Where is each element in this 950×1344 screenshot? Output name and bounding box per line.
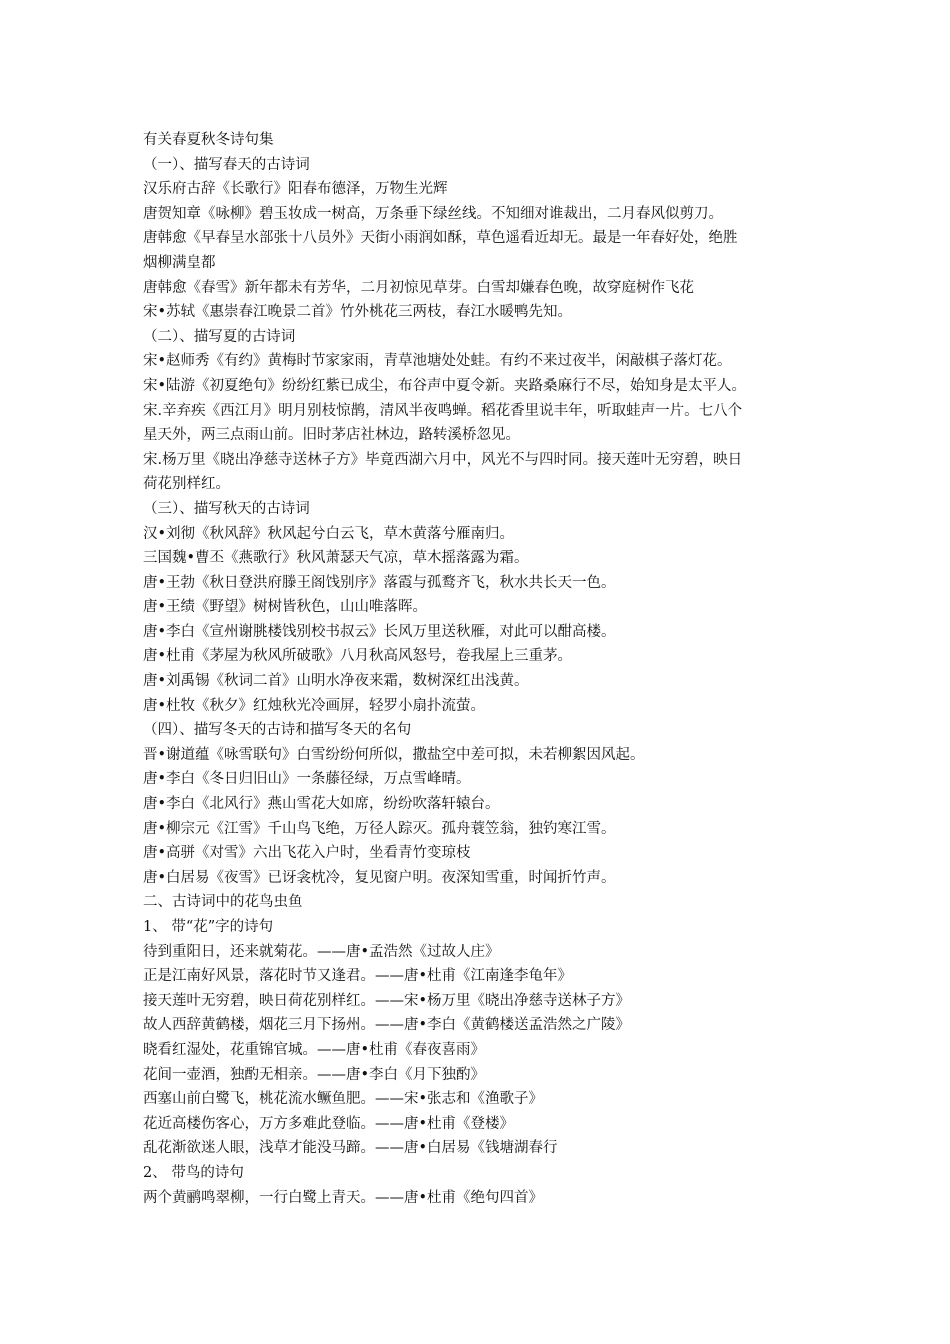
text-line: 2、 带鸟的诗句	[143, 1164, 244, 1181]
text-line: 唐•李白《冬日归旧山》一条藤径绿，万点雪峰晴。	[143, 771, 471, 788]
document-body	[143, 128, 815, 1210]
text-line: 烟柳满皇都	[143, 254, 216, 271]
text-line: 花近高楼伤客心，万方多难此登临。——唐•杜甫《登楼》	[143, 1115, 515, 1132]
text-line: 宋•陆游《初夏绝句》纷纷红紫已成尘，布谷声中夏令新。夹路桑麻行不尽，始知身是太平人。	[143, 377, 747, 394]
text-line: 乱花渐欲迷人眼，浅草才能没马蹄。——唐•白居易《钱塘湖春行	[143, 1140, 558, 1157]
text-line: （四）、描写冬天的古诗和描写冬天的名句	[143, 722, 412, 739]
text-line: 两个黄鹂鸣翠柳，一行白鹭上青天。——唐•杜甫《绝句四首》	[143, 1189, 544, 1206]
text-line: 汉•刘彻《秋风辞》秋风起兮白云飞，草木黄落兮雁南归。	[143, 525, 515, 542]
text-line: 唐•杜甫《茅屋为秋风所破歌》八月秋高风怒号，卷我屋上三重茅。	[143, 648, 573, 665]
text-line: 唐•柳宗元《江雪》千山鸟飞绝，万径人踪灭。孤舟蓑笠翁，独钓寒江雪。	[143, 820, 616, 837]
text-line: 1、 带“花”字的诗句	[143, 919, 274, 935]
text-line: 正是江南好风景，落花时节又逢君。——唐•杜甫《江南逢李龟年》	[143, 968, 573, 985]
text-line: （一）、描写春天的古诗词	[143, 156, 310, 173]
text-line: 二、古诗词中的花鸟虫鱼	[143, 894, 303, 911]
text-line: 宋.辛弃疾《西江月》明月别枝惊鹊，清风半夜鸣蝉。稻花香里说丰年，听取蛙声一片。七八个	[143, 402, 743, 419]
text-line: 唐•王绩《野望》树树皆秋色，山山唯落晖。	[143, 599, 428, 616]
text-line: 西塞山前白鹭飞，桃花流水鳜鱼肥。——宋•张志和《渔歌子》	[143, 1091, 544, 1108]
text-line: 晓看红湿处，花重锦官城。——唐•杜甫《春夜喜雨》	[143, 1041, 486, 1058]
text-line: 星天外，两三点雨山前。旧时茅店社林边，路转溪桥忽见。	[143, 427, 520, 444]
text-line: 唐韩愈《春雪》新年都未有芳华，二月初惊见草芽。白雪却嫌春色晚，故穿庭树作飞花	[143, 279, 694, 296]
text-line: 唐•杜牧《秋夕》红烛秋光冷画屏，轻罗小扇扑流萤。	[143, 697, 486, 714]
text-line: 唐•白居易《夜雪》已讶衾枕冷，复见窗户明。夜深知雪重，时闻折竹声。	[143, 869, 616, 886]
text-line: 唐•高骈《对雪》六出飞花入户时，坐看青竹变琼枝	[143, 845, 471, 862]
text-line: 花间一壶酒，独酌无相亲。——唐•李白《月下独酌》	[143, 1066, 486, 1083]
text-line: 宋•苏轼《惠崇春江晚景二首》竹外桃花三两枝，春江水暖鸭先知。	[143, 304, 573, 321]
text-line: 唐贺知章《咏柳》碧玉妆成一树高，万条垂下绿丝线。不知细对谁裁出，二月春风似剪刀。	[143, 205, 723, 222]
text-line: 唐•王勃《秋日登洪府滕王阁饯别序》落霞与孤鹜齐飞，秋水共长天一色。	[143, 574, 616, 591]
text-line: 唐•刘禹锡《秋词二首》山明水净夜来霜，数树深红出浅黄。	[143, 673, 529, 690]
text-line: 待到重阳日，还来就菊花。——唐•孟浩然《过故人庄》	[143, 943, 500, 960]
text-line: 接天莲叶无穷碧，映日荷花别样红。——宋•杨万里《晓出净慈寺送林子方》	[143, 992, 631, 1009]
text-line: 唐•李白《宣州谢朓楼饯别校书叔云》长风万里送秋雁，对此可以酣高楼。	[143, 623, 616, 640]
text-line: 汉乐府古辞《长歌行》阳春布德泽，万物生光辉	[143, 181, 448, 198]
text-line: 唐韩愈《早春呈水部张十八员外》天街小雨润如酥，草色遥看近却无。最是一年春好处，绝胜	[143, 230, 738, 247]
text-line: 三国魏•曹丕《燕歌行》秋风萧瑟天气凉，草木摇落露为霜。	[143, 550, 529, 567]
text-line: （三）、描写秋天的古诗词	[143, 500, 310, 517]
text-line: 宋.杨万里《晓出净慈寺送林子方》毕竟西湖六月中，风光不与四时同。接天莲叶无穷碧，映日	[143, 451, 743, 468]
text-line: 唐•李白《北风行》燕山雪花大如席，纷纷吹落轩辕台。	[143, 796, 500, 813]
text-line: 故人西辞黄鹤楼，烟花三月下扬州。——唐•李白《黄鹤楼送孟浩然之广陵》	[143, 1017, 631, 1034]
text-line: 宋•赵师秀《有约》黄梅时节家家雨，青草池塘处处蛙。有约不来过夜半，闲敲棋子落灯花。	[143, 353, 732, 370]
text-line: 晋•谢道蕴《咏雪联句》白雪纷纷何所似，撒盐空中差可拟，未若柳絮因风起。	[143, 746, 645, 763]
text-line: （二）、描写夏的古诗词	[143, 328, 296, 345]
text-line: 荷花别样红。	[143, 476, 230, 493]
text-line: 有关春夏秋冬诗句集	[143, 132, 274, 148]
